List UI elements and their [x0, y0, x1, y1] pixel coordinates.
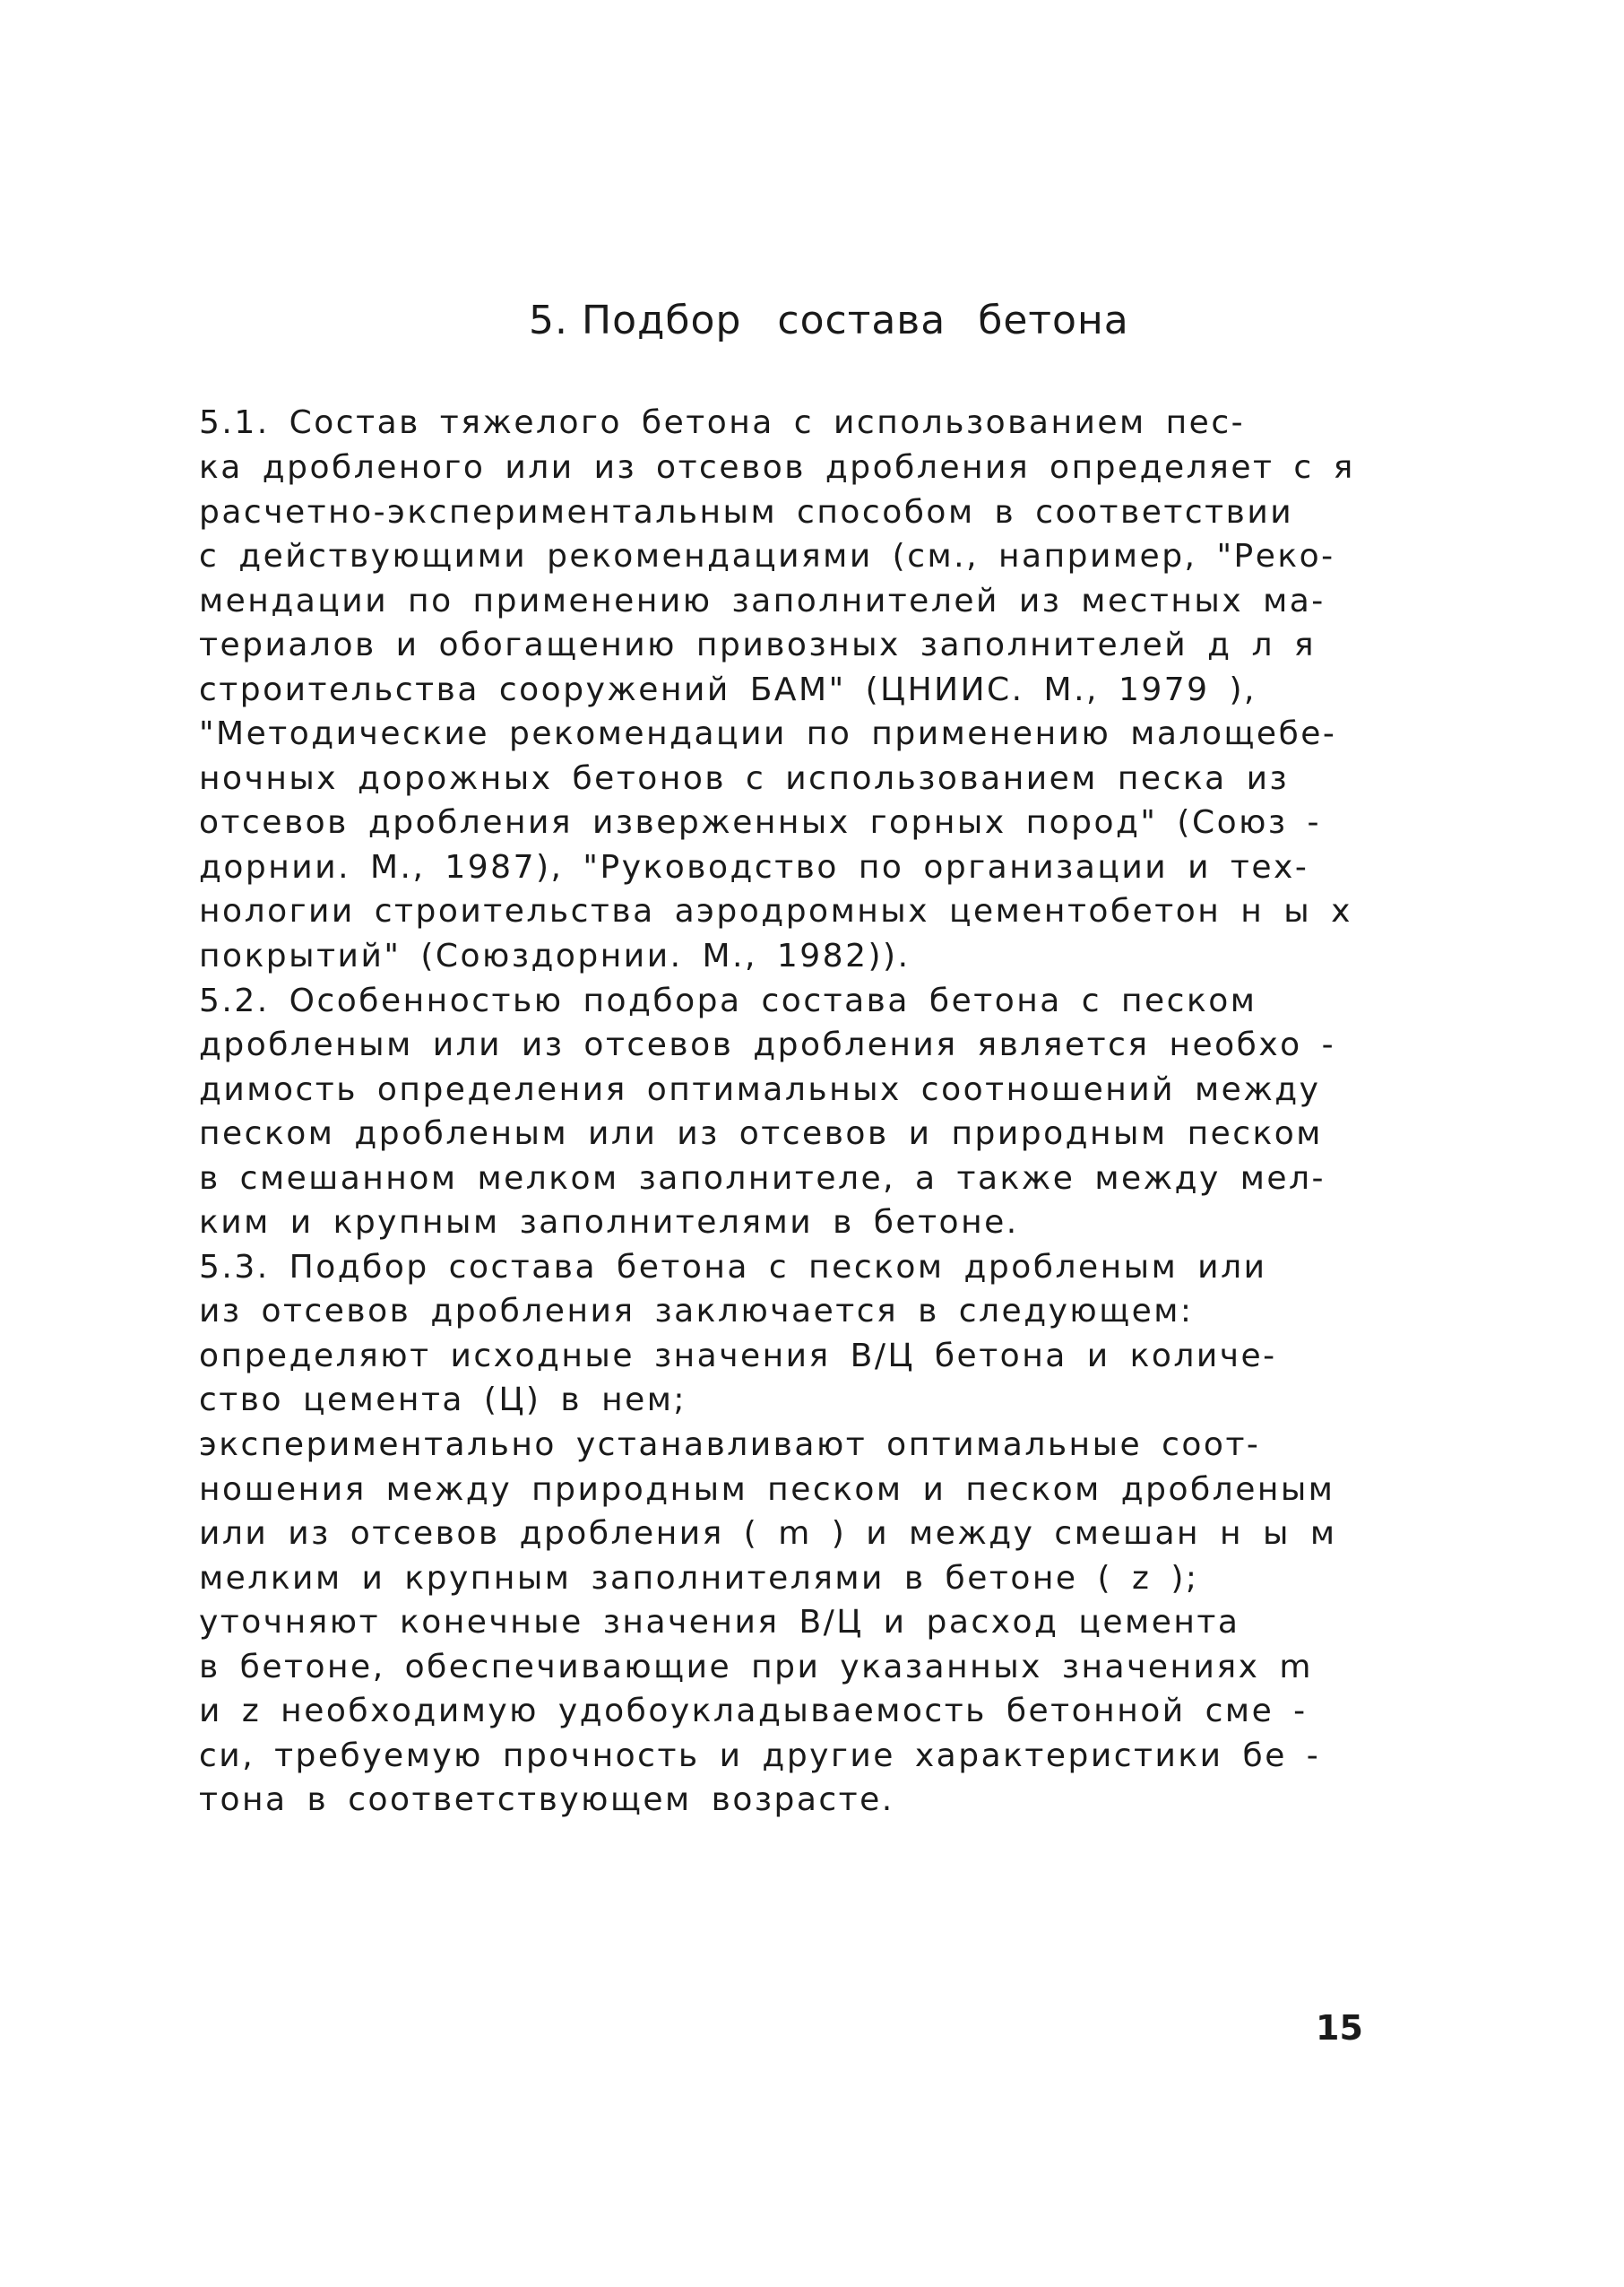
page-number: 15 [1316, 2008, 1363, 2048]
text-line: дробленым или из отсевов дробления является необхо - [199, 1027, 1336, 1063]
heading-word-3: бетона [978, 298, 1129, 343]
text-line: из отсевов дробления заключается в следующем: [199, 1293, 1194, 1330]
text-line: ство цемента (Ц) в нем; [199, 1382, 687, 1418]
text-line: териалов и обогащению привозных заполнителей д л я [199, 627, 1317, 663]
text-line: димость определения оптимальных соотношений между [199, 1071, 1321, 1108]
text-line: экспериментально устанавливают оптимальные соот- [199, 1426, 1261, 1463]
text-line: дорнии. М., 1987), "Руководство по организации и тех- [199, 849, 1309, 886]
text-line: ношения между природным песком и песком дробленым [199, 1471, 1335, 1508]
text-line: мелким и крупным заполнителями в бетоне ( z ); [199, 1560, 1199, 1597]
text-line: покрытий" (Союздорнии. М., 1982)). [199, 938, 911, 975]
text-line: 5.2. Особенностью подбора состава бетона с песком [199, 983, 1257, 1019]
heading-word-1: Подбор [581, 298, 742, 343]
text-line: "Методические рекомендации по применению малощебе- [199, 715, 1337, 752]
text-line: в бетоне, обеспечивающие при указанных значениях m [199, 1649, 1313, 1685]
text-line: расчетно-экспериментальным способом в соответствии [199, 494, 1294, 531]
text-line: ка дробленого или из отсевов дробления определяет с я [199, 449, 1355, 486]
text-line: с действующими рекомендациями (см., например, "Реко- [199, 538, 1335, 575]
text-line: строительства сооружений БАМ" (ЦНИИС. М., 1979 ), [199, 671, 1257, 708]
text-line: мендации по применению заполнителей из местных ма- [199, 583, 1326, 619]
text-line: нологии строительства аэродромных цементобетон н ы х [199, 893, 1352, 930]
text-line: уточняют конечные значения В/Ц и расход цемента [199, 1604, 1240, 1641]
text-line: тона в соответствующем возрасте. [199, 1781, 894, 1818]
text-line: ким и крупным заполнителями в бетоне. [199, 1204, 1019, 1241]
text-line: и z необходимую удобоукладываемость бетонной сме - [199, 1693, 1308, 1729]
text-line: ночных дорожных бетонов с использованием песка из [199, 760, 1290, 797]
section-number: 5. [529, 298, 568, 343]
text-line: в смешанном мелком заполнителе, а также между мел- [199, 1160, 1326, 1197]
text-line: си, требуемую прочность и другие характеристики бе - [199, 1737, 1321, 1774]
heading-word-2: состава [777, 298, 946, 343]
text-line: 5.1. Состав тяжелого бетона с использованием пес- [199, 404, 1246, 441]
text-line: отсевов дробления изверженных горных пород" (Союз - [199, 804, 1322, 841]
text-line: 5.3. Подбор состава бетона с песком дробленым или [199, 1249, 1267, 1286]
section-heading-number-word [529, 298, 741, 343]
text-line: определяют исходные значения В/Ц бетона и количе- [199, 1338, 1277, 1374]
section-heading [529, 298, 1129, 343]
text-line: песком дробленым или из отсевов и природным песком [199, 1115, 1323, 1152]
text-line: или из отсевов дробления ( m ) и между смешан н ы м [199, 1515, 1337, 1552]
